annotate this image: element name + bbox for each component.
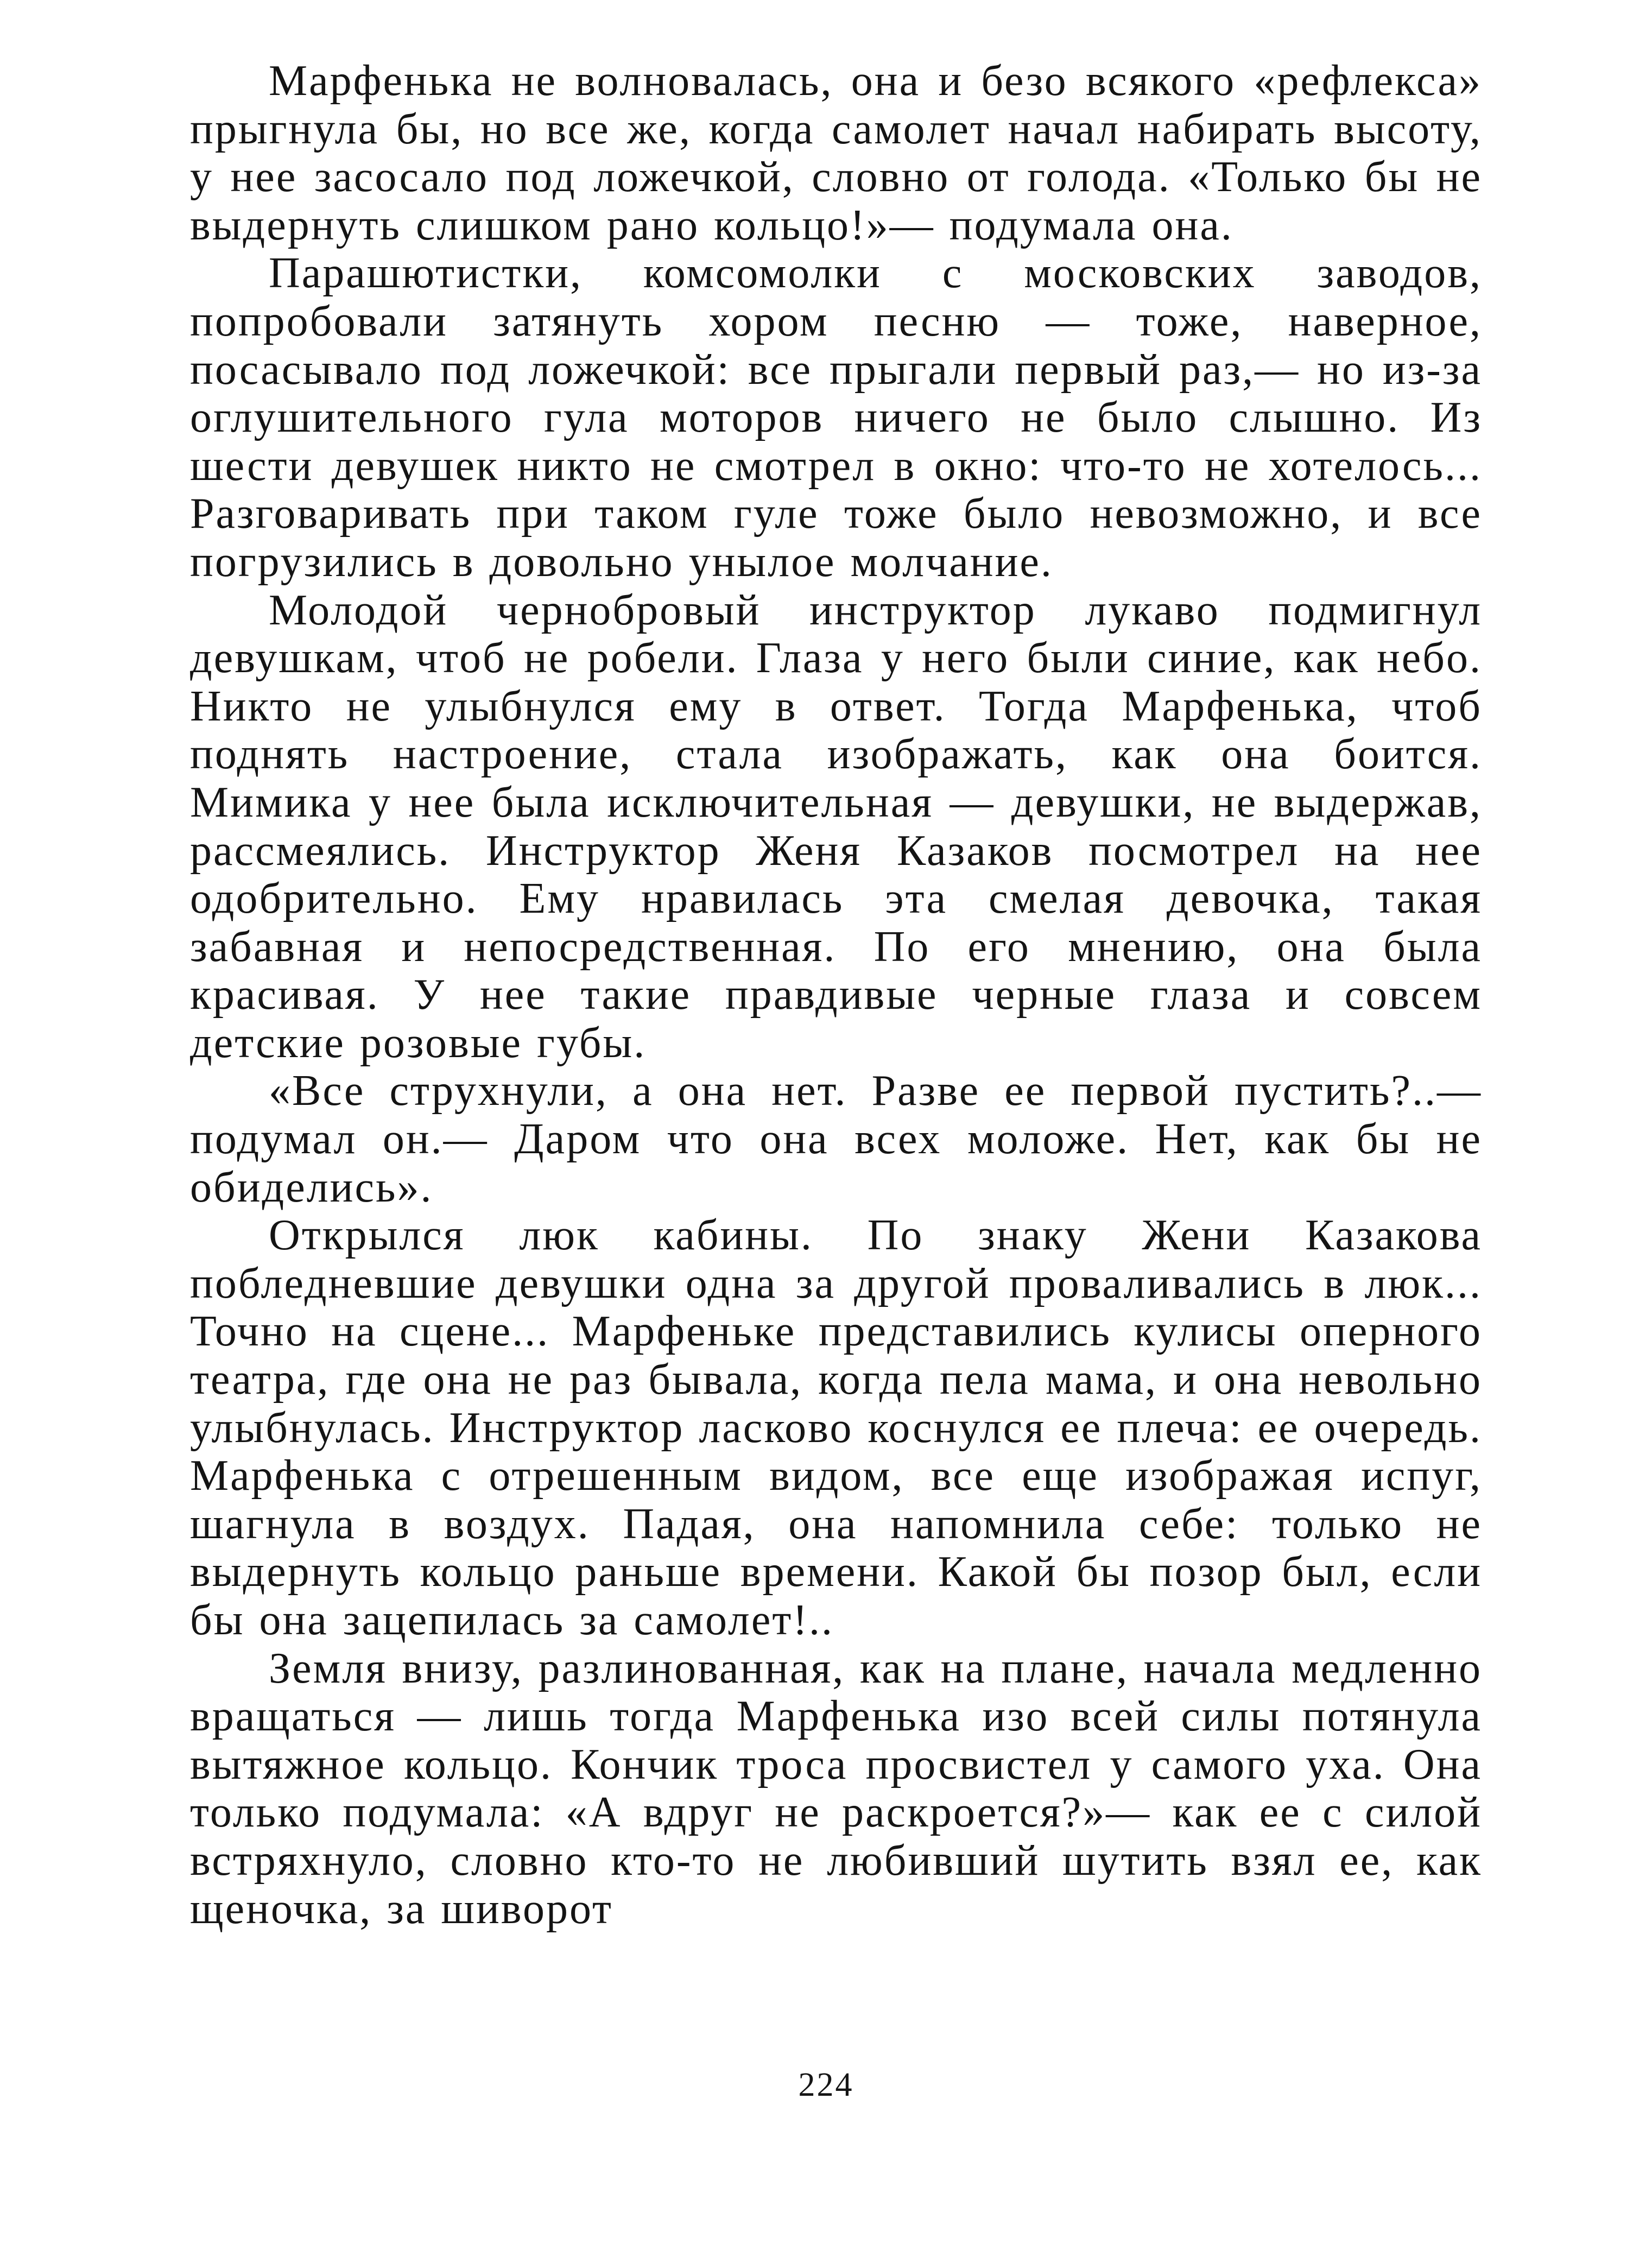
paragraph-5: Открылся люк кабины. По знаку Жени Казакова побледневшие девушки одна за другой проваливались в люк... Точно на сцене... Марфеньке представились кулисы оперного театра, где она не раз бывала, когда пела мама, и она невольно улыбнулась. Инструктор ласково коснулся ее плеча: ее очередь. Марфенька с отрешенным видом, все еще изображая испуг, шагнула в воздух. Падая, она напомнила себе: только не выдернуть кольцо раньше времени. Какой бы позор был, если бы она зацепилась за самолет!.. bbox=[190, 1211, 1482, 1644]
page-number: 224 bbox=[798, 2066, 854, 2103]
paragraph-1: Марфенька не волновалась, она и безо всякого «рефлекса» прыгнула бы, но все же, когда самолет начал набирать высоту, у нее засосало под ложечкой, словно от голода. «Только бы не выдернуть слишком рано кольцо!»— подумала она. bbox=[190, 57, 1482, 249]
paragraph-6: Земля внизу, разлинованная, как на плане, начала медленно вращаться — лишь тогда Марфенька изо всей силы потянула вытяжное кольцо. Кончик троса просвистел у самого уха. Она только подумала: «А вдруг не раскроется?»— как ее с силой встряхнуло, словно кто-то не любивший шутить взял ее, как щеночка, за шиворот bbox=[190, 1644, 1482, 1933]
body-text bbox=[190, 57, 1482, 1933]
paragraph-3: Молодой чернобровый инструктор лукаво подмигнул девушкам, чтоб не робели. Глаза у него были синие, как небо. Никто не улыбнулся ему в ответ. Тогда Марфенька, чтоб поднять настроение, стала изображать, как она боится. Мимика у нее была исключительная — девушки, не выдержав, рассмеялись. Инструктор Женя Казаков посмотрел на нее одобрительно. Ему нравилась эта смелая девочка, такая забавная и непосредственная. По его мнению, она была красивая. У нее такие правдивые черные глаза и совсем детские розовые губы. bbox=[190, 586, 1482, 1067]
paragraph-4: «Все струхнули, а она нет. Разве ее первой пустить?..— подумал он.— Даром что она всех моложе. Нет, как бы не обиделись». bbox=[190, 1067, 1482, 1211]
paragraph-2: Парашютистки, комсомолки с московских заводов, попробовали затянуть хором песню — тоже, наверное, посасывало под ложечкой: все прыгали первый раз,— но из-за оглушительного гула моторов ничего не было слышно. Из шести девушек никто не смотрел в окно: что-то не хотелось... Разговаривать при таком гуле тоже было невозможно, и все погрузились в довольно унылое молчание. bbox=[190, 249, 1482, 586]
